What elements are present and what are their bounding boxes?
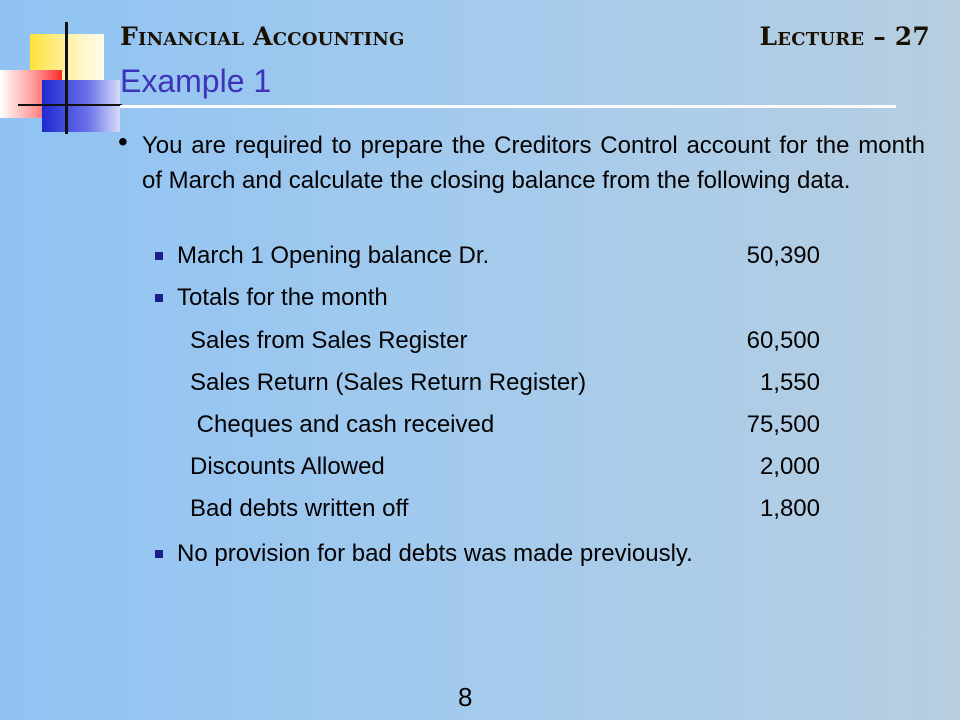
item-label: Sales from Sales Register	[190, 327, 468, 354]
item-amount: 60,500	[746, 327, 820, 354]
page-number: 8	[458, 682, 473, 712]
item-amount: 75,500	[746, 411, 820, 438]
item-label: Sales Return (Sales Return Register)	[190, 369, 587, 396]
item-label: Bad debts written off	[190, 495, 409, 522]
square-bullet	[155, 550, 163, 558]
decorative-horizontal-line	[18, 104, 122, 106]
item-amount: 1,800	[759, 495, 820, 522]
course-title: Financial Accounting	[120, 22, 405, 51]
bullet-dot: •	[118, 126, 128, 157]
item-label: March 1 Opening balance Dr.	[177, 242, 490, 269]
title-underline	[120, 105, 896, 108]
item-amount: 2,000	[759, 453, 820, 480]
lecture-number: Lecture – 27	[759, 22, 930, 51]
intro-paragraph: You are required to prepare the Creditors Control account for the month of March and calculate the closing balance from the following data.	[142, 132, 925, 194]
item-amount: 50,390	[746, 242, 820, 269]
square-bullet	[155, 252, 163, 260]
decorative-vertical-line	[65, 22, 68, 134]
slide-title: Example 1	[120, 63, 272, 99]
decorative-blue-square	[42, 80, 120, 132]
item-label: Cheques and cash received	[190, 411, 495, 438]
item-label: No provision for bad debts was made previously.	[177, 540, 693, 567]
item-label: Totals for the month	[177, 284, 388, 311]
square-bullet	[155, 294, 163, 302]
item-label: Discounts Allowed	[190, 453, 385, 480]
item-amount: 1,550	[759, 369, 820, 396]
